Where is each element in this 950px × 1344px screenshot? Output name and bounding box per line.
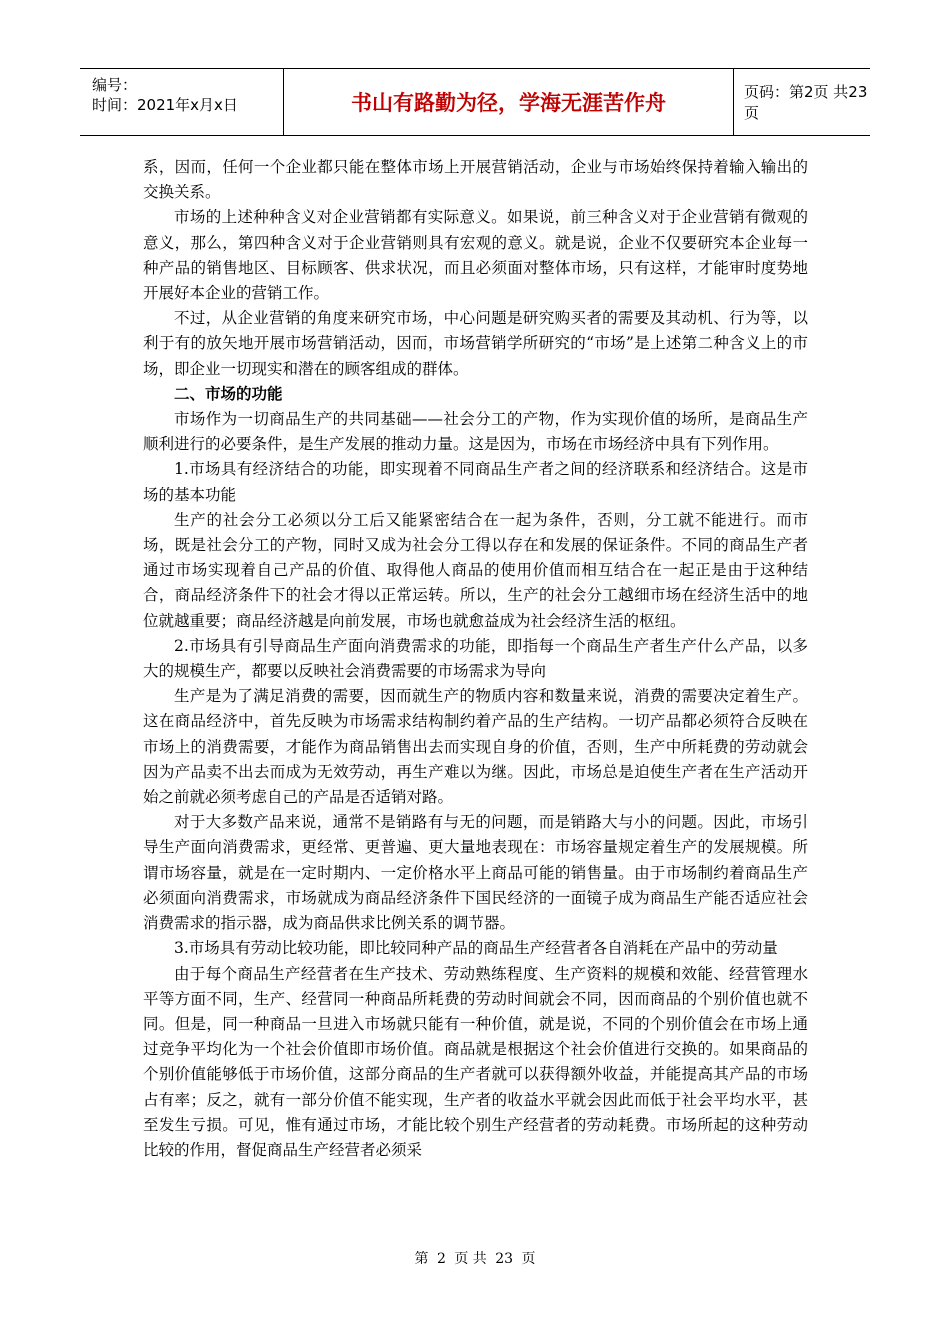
paragraph: 1.市场具有经济结合的功能，即实现着不同商品生产者之间的经济联系和经济结合。这是市场的基本功能 (143, 460, 808, 504)
page-header (80, 68, 870, 136)
section-heading: 二、市场的功能 (174, 384, 283, 403)
footer-suffix: 页 (521, 1251, 536, 1267)
document-time-label: 时间：2021年x月x日 (92, 96, 238, 114)
paragraph: 市场作为一切商品生产的共同基础——社会分工的产物，作为实现价值的场所，是商品生产顺利进行的必要条件，是生产发展的推动力量。这是因为，市场在市场经济中具有下列作用。 (143, 410, 808, 454)
header-meta (80, 69, 284, 135)
paragraph: 对于大多数产品来说，通常不是销路有与无的问题，而是销路大与小的问题。因此，市场引导生产面向消费需求，更经常、更普遍、更大量地表现在：市场容量规定着生产的发展规模。所谓市场容量，就是在一定时期内、一定价格水平上商品可能的销售量。由于市场制约着商品生产必须面向消费需求，市场就成为商品经济条件下国民经济的一面镜子成为商品生产能否适应社会消费需求的指示器，成为商品供求比例关系的调节器。 (143, 813, 808, 933)
paragraph: 由于每个商品生产经营者在生产技术、劳动熟练程度、生产资料的规模和效能、经营管理水平等方面不同，生产、经营同一种商品所耗费的劳动时间就会不同，因而商品的个别价值也就不同。但是，同一种商品一旦进入市场就只能有一种价值，就是说，不同的个别价值会在市场上通过竞争平均化为一个社会价值即市场价值。商品就是根据这个社会价值进行交换的。如果商品的个别价值能够低于市场价值，这部分商品的生产者就可以获得额外收益，并能提高其产品的市场占有率；反之，就有一部分价值不能实现，生产者的收益水平就会因此而低于社会平均水平，甚至发生亏损。可见，惟有通过市场，才能比较个别生产经营者的劳动耗费。市场所起的这种劳动比较的作用，督促商品生产经营者必须采 (143, 964, 808, 1159)
document-number-label: 编号： (92, 76, 138, 94)
paragraph: 不过，从企业营销的角度来研究市场，中心问题是研究购买者的需要及其动机、行为等，以利于有的放矢地开展市场营销活动，因而，市场营销学所研究的“市场”是上述第二种含义上的市场，即企业一切现实和潜在的顾客组成的群体。 (143, 309, 808, 378)
footer-page-number: 2 (436, 1251, 446, 1267)
footer-prefix: 第 (414, 1251, 429, 1267)
footer-middle: 页 共 (454, 1251, 487, 1267)
page-footer (0, 1248, 950, 1268)
footer-total-pages: 23 (495, 1251, 514, 1267)
paragraph: 生产的社会分工必须以分工后又能紧密结合在一起为条件，否则，分工就不能进行。而市场，既是社会分工的产物，同时又成为社会分工得以存在和发展的保证条件。不同的商品生产者通过市场实现着自己产品的价值、取得他人商品的使用价值而相互结合在一起正是由于这种结合，商品经济条件下的社会才得以正常运转。所以，生产的社会分工越细市场在经济生活中的地位就越重要；商品经济越是向前发展，市场也就愈益成为社会经济生活的枢纽。 (143, 510, 808, 630)
paragraph: 市场的上述种种含义对企业营销都有实际意义。如果说，前三种含义对于企业营销有微观的意义，那么，第四种含义对于企业营销则具有宏观的意义。就是说，企业不仅要研究本企业每一种产品的销售地区、目标顾客、供求状况，而且必须面对整体市场，只有这样，才能审时度势地开展好本企业的营销工作。 (143, 208, 808, 303)
paragraph: 系，因而，任何一个企业都只能在整体市场上开展营销活动，企业与市场始终保持着输入输出的交换关系。 (143, 158, 808, 202)
header-page-label: 页码：第2页 共23页 (744, 83, 868, 122)
paragraph: 2.市场具有引导商品生产面向消费需求的功能，即指每一个商品生产者生产什么产品，以多大的规模生产，都要以反映社会消费需要的市场需求为导向 (143, 636, 808, 681)
paragraph: 3.市场具有劳动比较功能，即比较同种产品的商品生产经营者各自消耗在产品中的劳动量 (174, 939, 778, 958)
document-body (143, 155, 808, 1163)
header-motto: 书山有路勤为径，学海无涯苦作舟 (284, 69, 734, 135)
paragraph: 生产是为了满足消费的需要，因而就生产的物质内容和数量来说，消费的需要决定着生产。这在商品经济中，首先反映为市场需求结构制约着产品的生产结构。一切产品都必须符合反映在市场上的消费需要，才能作为商品销售出去而实现自身的价值，否则，生产中所耗费的劳动就会因为产品卖不出去而成为无效劳动，再生产难以为继。因此，市场总是迫使生产者在生产活动开始之前就必须考虑自己的产品是否适销对路。 (143, 687, 808, 807)
